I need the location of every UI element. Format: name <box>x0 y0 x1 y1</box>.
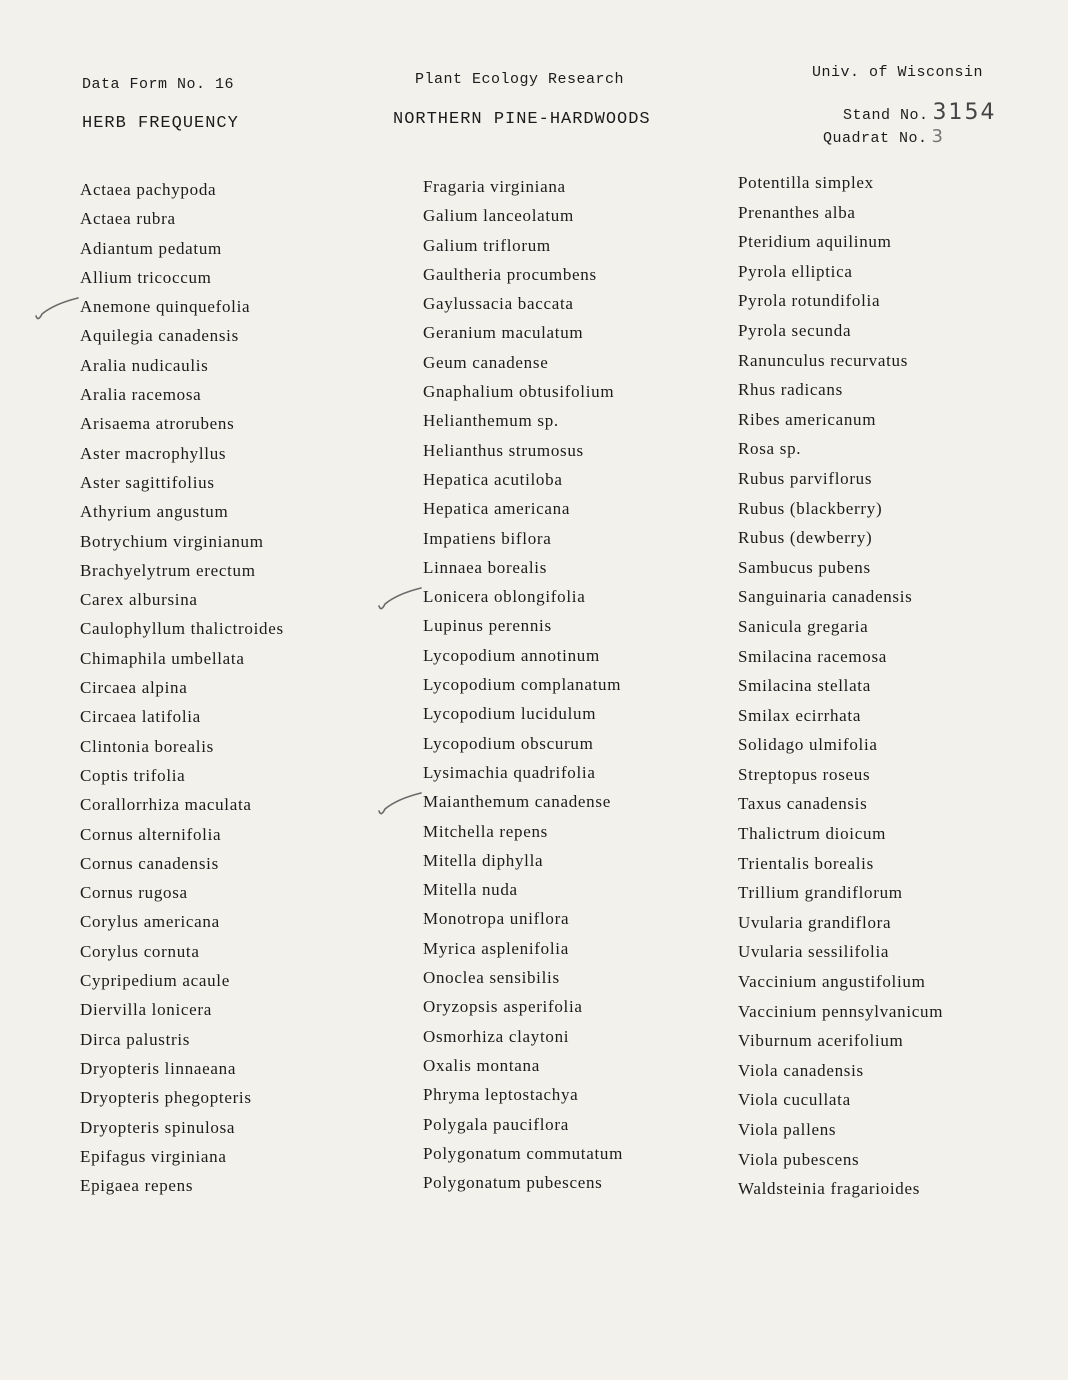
stand-label: Stand No. <box>843 107 929 124</box>
species-item: Vaccinium angustifolium <box>738 972 926 992</box>
species-item: Epifagus virginiana <box>80 1146 227 1166</box>
species-item: Galium lanceolatum <box>423 206 574 226</box>
species-item: Solidago ulmifolia <box>738 735 878 755</box>
species-column-1 <box>80 175 284 1200</box>
species-item: Smilax ecirrhata <box>738 705 862 725</box>
species-item: Caulophyllum thalictroides <box>80 619 284 639</box>
species-item: Lycopodium complanatum <box>423 675 622 695</box>
species-item: Potentilla simplex <box>738 173 874 192</box>
species-item: Helianthus strumosus <box>423 440 584 460</box>
species-item: Galium triflorum <box>423 235 551 255</box>
species-item: Geum canadense <box>423 352 549 372</box>
species-name: Anemone quinquefolia <box>80 297 251 317</box>
community-title: NORTHERN PINE-HARDWOODS <box>393 110 651 129</box>
species-item: Lycopodium annotinum <box>423 645 600 665</box>
species-item: Pyrola secunda <box>738 320 852 340</box>
species-item: Oryzopsis asperifolia <box>423 997 583 1017</box>
species-item: Aralia racemosa <box>80 385 202 405</box>
species-item: Rubus (blackberry) <box>738 498 883 518</box>
species-item: Viola pubescens <box>738 1149 860 1169</box>
species-item: Linnaea borealis <box>423 557 548 577</box>
species-item: Viola cucullata <box>738 1090 851 1110</box>
species-item: Corallorrhiza maculata <box>80 795 252 815</box>
species-item: Ranunculus recurvatus <box>738 350 909 370</box>
species-item: Mitchella repens <box>423 821 548 841</box>
species-item: Botrychium virginianum <box>80 531 264 551</box>
species-item: Rubus parviflorus <box>738 468 873 488</box>
species-item: Smilacina racemosa <box>738 646 888 666</box>
species-name: Maianthemum canadense <box>423 792 611 812</box>
species-item: Adiantum pedatum <box>80 238 222 258</box>
species-item: Ribes americanum <box>738 409 877 429</box>
species-item: Rosa sp. <box>738 439 802 459</box>
species-item: Corylus cornuta <box>80 941 200 961</box>
species-item: Lupinus perennis <box>423 616 552 636</box>
species-item: Monotropa uniflora <box>423 909 570 929</box>
species-column-3 <box>738 168 943 1204</box>
species-item: Sambucus pubens <box>738 557 871 577</box>
quadrat-label: Quadrat No. <box>823 130 928 147</box>
species-item: Aster macrophyllus <box>80 443 227 463</box>
species-item: Cornus rugosa <box>80 883 188 903</box>
quadrat-number-field <box>823 126 943 147</box>
species-item: Brachyelytrum erectum <box>80 560 256 580</box>
species-item: Hepatica acutiloba <box>423 469 563 489</box>
species-item: Dryopteris phegopteris <box>80 1088 252 1108</box>
species-item: Sanguinaria canadensis <box>738 587 913 607</box>
species-item: Osmorhiza claytoni <box>423 1026 570 1046</box>
species-column-2 <box>423 172 623 1197</box>
species-item: Actaea pachypoda <box>80 180 217 199</box>
species-item: Lycopodium lucidulum <box>423 704 597 724</box>
species-item: Dryopteris linnaeana <box>80 1058 237 1078</box>
species-item: Fragaria virginiana <box>423 177 566 196</box>
species-item: Taxus canadensis <box>738 794 868 814</box>
species-item: Polygonatum pubescens <box>423 1173 603 1193</box>
species-item: Smilacina stellata <box>738 676 871 696</box>
species-item: Trillium grandiflorum <box>738 883 903 903</box>
species-item: Pteridium aquilinum <box>738 232 892 252</box>
species-item: Chimaphila umbellata <box>80 648 245 668</box>
species-item: Waldsteinia fragarioides <box>738 1179 921 1199</box>
pencil-check-mark-icon <box>375 584 425 614</box>
form-number: Data Form No. 16 <box>82 76 235 93</box>
species-item: Circaea latifolia <box>80 707 201 727</box>
species-item: Mitella nuda <box>423 880 518 900</box>
species-item: Cypripedium acaule <box>80 971 230 991</box>
species-item: Coptis trifolia <box>80 765 186 785</box>
species-item: Athyrium angustum <box>80 502 229 522</box>
species-item: Sanicula gregaria <box>738 616 869 636</box>
pencil-check-mark-icon <box>32 294 82 324</box>
stand-value: 3154 <box>932 100 997 125</box>
species-item: Rubus (dewberry) <box>738 528 873 548</box>
species-item: Circaea alpina <box>80 678 188 698</box>
species-item: Gaylussacia baccata <box>423 294 574 314</box>
species-item: Lycopodium obscurum <box>423 733 594 753</box>
species-item: Phryma leptostachya <box>423 1085 579 1105</box>
species-item: Mitella diphylla <box>423 850 544 870</box>
species-item: Prenanthes alba <box>738 202 856 222</box>
species-item: Viola pallens <box>738 1120 837 1139</box>
species-item: Aquilegia canadensis <box>80 326 239 346</box>
species-item <box>423 787 623 816</box>
species-item: Dryopteris spinulosa <box>80 1117 236 1137</box>
species-item <box>423 582 623 611</box>
species-item: Trientalis borealis <box>738 853 874 873</box>
species-item: Uvularia sessilifolia <box>738 942 890 962</box>
species-item: Arisaema atrorubens <box>80 414 235 434</box>
species-item: Viburnum acerifolium <box>738 1031 904 1051</box>
species-item: Polygonatum commutatum <box>423 1143 624 1163</box>
species-item: Gaultheria procumbens <box>423 264 597 284</box>
species-item: Streptopus roseus <box>738 764 871 784</box>
species-item: Geranium maculatum <box>423 323 584 343</box>
species-item: Aster sagittifolius <box>80 472 215 492</box>
species-item: Aralia nudicaulis <box>80 355 209 375</box>
species-item: Epigaea repens <box>80 1176 194 1196</box>
species-item: Polygala pauciflora <box>423 1114 569 1134</box>
species-item: Corylus americana <box>80 912 220 932</box>
species-item: Uvularia grandiflora <box>738 912 892 932</box>
species-item: Clintonia borealis <box>80 736 214 756</box>
species-item: Carex albursina <box>80 590 198 610</box>
species-item: Helianthemum sp. <box>423 411 559 431</box>
institution: Univ. of Wisconsin <box>812 64 984 81</box>
species-item: Lysimachia quadrifolia <box>423 762 596 782</box>
species-item: Vaccinium pennsylvanicum <box>738 1001 944 1021</box>
species-item: Onoclea sensibilis <box>423 968 560 988</box>
species-item: Diervilla lonicera <box>80 1000 213 1020</box>
species-item: Myrica asplenifolia <box>423 938 569 958</box>
species-item: Pyrola elliptica <box>738 261 853 281</box>
species-item: Impatiens biflora <box>423 528 552 548</box>
species-item: Pyrola rotundifolia <box>738 291 881 311</box>
pencil-check-mark-icon <box>375 789 425 819</box>
stand-number-field <box>843 100 997 125</box>
species-item: Gnaphalium obtusifolium <box>423 382 615 402</box>
species-item: Viola canadensis <box>738 1060 864 1080</box>
project-title: Plant Ecology Research <box>415 71 625 88</box>
species-item: Dirca palustris <box>80 1029 191 1049</box>
species-item <box>80 292 284 321</box>
species-item: Cornus canadensis <box>80 853 219 873</box>
form-title: HERB FREQUENCY <box>82 114 239 133</box>
species-item: Actaea rubra <box>80 209 176 229</box>
species-item: Hepatica americana <box>423 499 571 519</box>
species-item: Rhus radicans <box>738 380 843 400</box>
species-name: Lonicera oblongifolia <box>423 587 586 607</box>
species-item: Allium tricoccum <box>80 267 212 287</box>
quadrat-value: 3 <box>931 126 944 147</box>
species-item: Cornus alternifolia <box>80 824 222 844</box>
species-item: Oxalis montana <box>423 1055 540 1075</box>
species-item: Thalictrum dioicum <box>738 824 887 844</box>
